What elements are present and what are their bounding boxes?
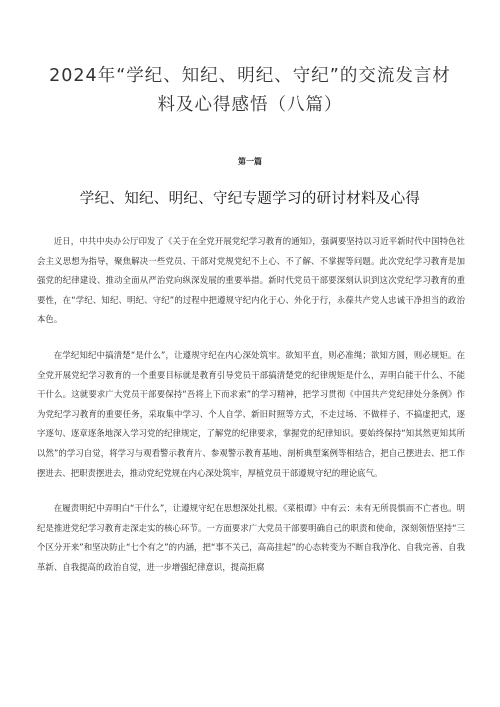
document-title: [40, 62, 460, 120]
paragraph-3: 在履责明纪中弄明白“干什么”，让遵规守纪在思想深处扎根。《菜根谭》中有云：未有无所畏惧而不亡者也。明纪是推进党纪学习教育走深走实的核心环节。一方面要求广大党员干部要明确自己的职责和使命，深刻领悟坚持“三个区分开来”和坚决防止“七个有之”的内涵，把“事不关己，高高挂起”的心态转变为不断自我净化、自我完善、自我革新、自我提高的政治自觉，进一步增强纪律意识，提高拒腐: [37, 503, 465, 572]
document-body: [37, 232, 465, 594]
document-title-line-1: 2024年“学纪、知纪、明纪、守纪”的交流发言材: [49, 66, 451, 86]
paragraph-2: 在学纪知纪中搞清楚“是什么”，让遵规守纪在内心深处筑牢。欲知平直，则必准绳；欲知方圆，则必规矩。在全党开展党纪学习教育的一个重要目标就是教育引导党员干部搞清楚党的纪律规矩是什么，弄明白能干什么、不能干什么。这就要求广大党员干部要保持“吾将上下而求索”的学习精神，把学习贯彻《中国共产党纪律处分条例》作为党纪学习教育的重要任务，采取集中学习、个人自学、新旧时照等方式，不走过场、不做样子、不搞虚把式，逐字逐句、逐章逐条地深入学习党的纪律规定，了解党的纪律要求，掌握党的纪律知识。要始终保持“知其然更知其所以然”的学习自觉，将学习与观看警示教育片、参观警示教育基地、剖析典型案例等相结合，把自己摆进去、把工作摆进去、把职责摆进去，推动党纪党规在内心深处筑牢，厚植党员干部遵规守纪的理论底气。: [37, 349, 465, 478]
document-title-line-2: 料及心得感悟（八篇）: [157, 95, 343, 115]
section-title: 学纪、知纪、明纪、守纪专题学习的研讨材料及心得: [79, 191, 421, 207]
paragraph-1: 近日，中共中央办公厅印发了《关于在全党开展党纪学习教育的通知》，强调要坚持以习近平新时代中国特色社会主义思想为指导，聚焦解决一些党员、干部对党规党纪不上心、不了解、不掌握等问题。此次党纪学习教育是加强党的纪律建设、推动全面从严治党向纵深发展的重要举措。新时代党员干部要深刻认识到这次党纪学习教育的重要性，在“学纪、知纪、明纪、守纪”的过程中把遵规守纪内化于心、外化于行，永葆共产党人忠诚干净担当的政治本色。: [37, 236, 465, 325]
section-label: 第一篇: [238, 157, 262, 166]
